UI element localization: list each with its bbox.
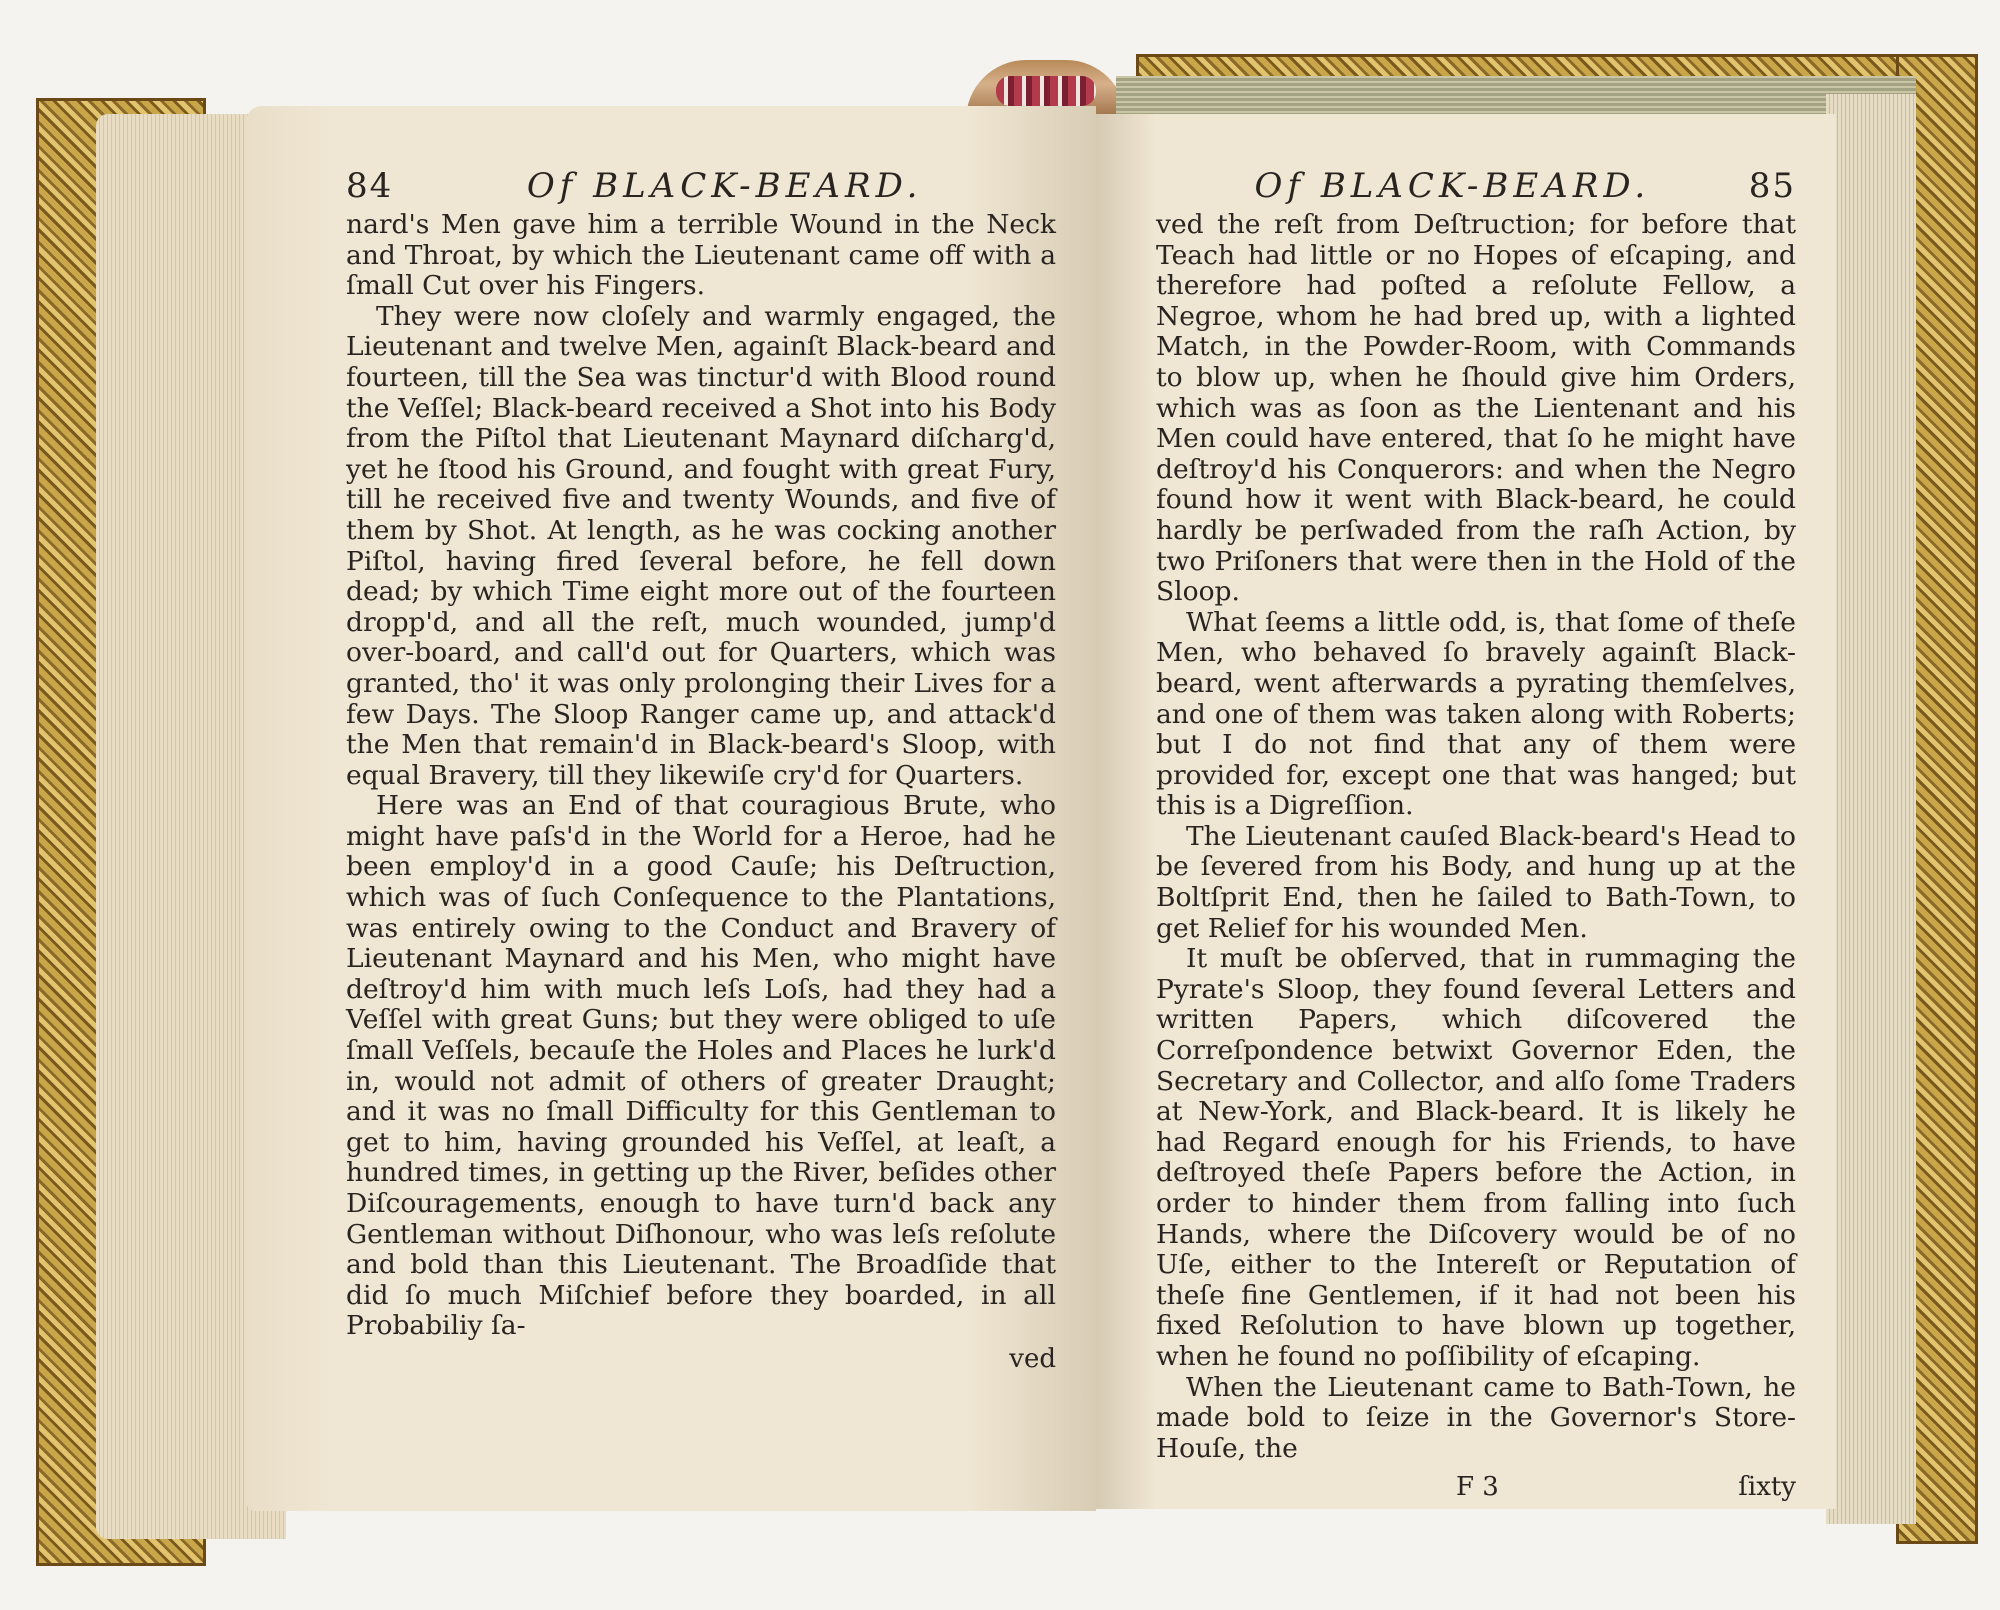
right-body-text	[1156, 210, 1796, 1464]
right-footer	[1156, 1472, 1796, 1502]
paragraph: The Lieutenant cauſed Black-beard's Head to be ſevered from his Body, and hung up at the Boltſprit End, then he ſailed to Bath-Town, to get Relief for his wounded Men.	[1156, 820, 1796, 944]
paragraph: They were now cloſely and warmly engaged, the Lieutenant and twelve Men, againſt Black-beard and fourteen, till the Sea was tinctur'd with Blood round the Veſſel; Black-beard received a Shot into his Body from the Piſtol that Lieutenant Maynard diſcharg'd, yet he ſtood his Ground, and fought with great Fury, till he received five and twenty Wounds, and five of them by Shot. At length, as he was cocking another Piſtol, having fired ſeveral before, he fell down dead; by which Time eight more out of the fourteen dropp'd, and all the reſt, much wounded, jump'd over-board, and call'd out for Quarters, which was granted, tho' it was only prolonging their Lives for a few Days. The Sloop Ranger came up, and attack'd the Men that remain'd in Black-beard's Sloop, with equal Bravery, till they likewiſe cry'd for Quarters.	[346, 300, 1056, 791]
paragraph: When the Lieutenant came to Bath-Town, he made bold to ſeize in the Governor's Store-Houſe, the	[1156, 1371, 1796, 1464]
paragraph: What ſeems a little odd, is, that ſome of theſe Men, who behaved ſo bravely againſt Black-beard, went afterwards a pyrating themſelves, and one of them was taken along with Roberts; but I do not find that any of them were provided for, except one that was hanged; but this is a Digreſſion.	[1156, 606, 1796, 822]
left-page	[246, 106, 1096, 1511]
left-catchword: ved	[1009, 1343, 1056, 1374]
paragraph: It muſt be obſerved, that in rummaging the Pyrate's Sloop, they found ſeveral Letters and written Papers, which diſcovered the Correſpondence betwixt Governor Eden, the Secretary and Collector, and alſo ſome Traders at New-York, and Black-beard. It is likely he had Regard enough for his Friends, to have deſtroyed theſe Papers before the Action, in order to hinder them from falling into ſuch Hands, where the Diſcovery would be of no Uſe, either to the Intereſt or Reputation of theſe fine Gentlemen, if it had not been his fixed Reſolution to have blown up together, when he found no poſſibility of eſcaping.	[1156, 943, 1796, 1372]
right-running-title: Of BLACK-BEARD.	[1254, 166, 1651, 206]
left-page-number: 84	[346, 166, 394, 206]
right-catchword: ſixty	[1738, 1472, 1796, 1503]
left-body-text	[346, 210, 1056, 1342]
left-running-head	[346, 166, 1056, 206]
headband	[996, 76, 1096, 106]
paragraph: ved the reſt from Deſtruction; for before that Teach had little or no Hopes of eſcaping, and therefore had poſted a reſolute Fellow, a Negroe, whom he had bred up, with a lighted Match, in the Powder-Room, with Commands to blow up, when he ſhould give him Orders, which was as ſoon as the Lientenant and his Men could have entered, that ſo he might have deſtroy'd his Conquerors: and when the Negro found how it went with Black-beard, he could hardly be perſwaded from the raſh Action, by two Priſoners that were then in the Hold of the Sloop.	[1156, 209, 1796, 608]
left-running-title: Of BLACK-BEARD.	[526, 166, 923, 206]
paragraph: nard's Men gave him a terrible Wound in the Neck and Throat, by which the Lieutenant came off with a ſmall Cut over his Fingers.	[346, 209, 1056, 302]
right-running-head	[1156, 166, 1796, 206]
open-book	[36, 54, 1978, 1566]
paragraph: Here was an End of that couragious Brute, who might have paſs'd in the World for a Heroe, had he been employ'd in a good Cauſe; his Deſtruction, which was of ſuch Conſequence to the Plantations, was entirely owing to the Conduct and Bravery of Lieutenant Maynard and his Men, who might have deſtroy'd him with much leſs Loſs, had they had a Veſſel with great Guns; but they were obliged to uſe ſmall Veſſels, becauſe the Holes and Places he lurk'd in, would not admit of others of greater Draught; and it was no ſmall Difficulty for this Gentleman to get to him, having grounded his Veſſel, at leaſt, a hundred times, in getting up the River, beſides other Diſcouragements, enough to have turn'd back any Gentleman without Diſhonour, who was leſs reſolute and bold than this Lieutenant. The Broadſide that did ſo much Miſchief before they boarded, in all Probabiliy ſa-	[346, 790, 1056, 1342]
right-page-number: 85	[1748, 166, 1796, 206]
right-page	[1096, 114, 1836, 1509]
page-edges-right	[1826, 94, 1916, 1524]
signature-mark: F 3	[1456, 1472, 1499, 1503]
